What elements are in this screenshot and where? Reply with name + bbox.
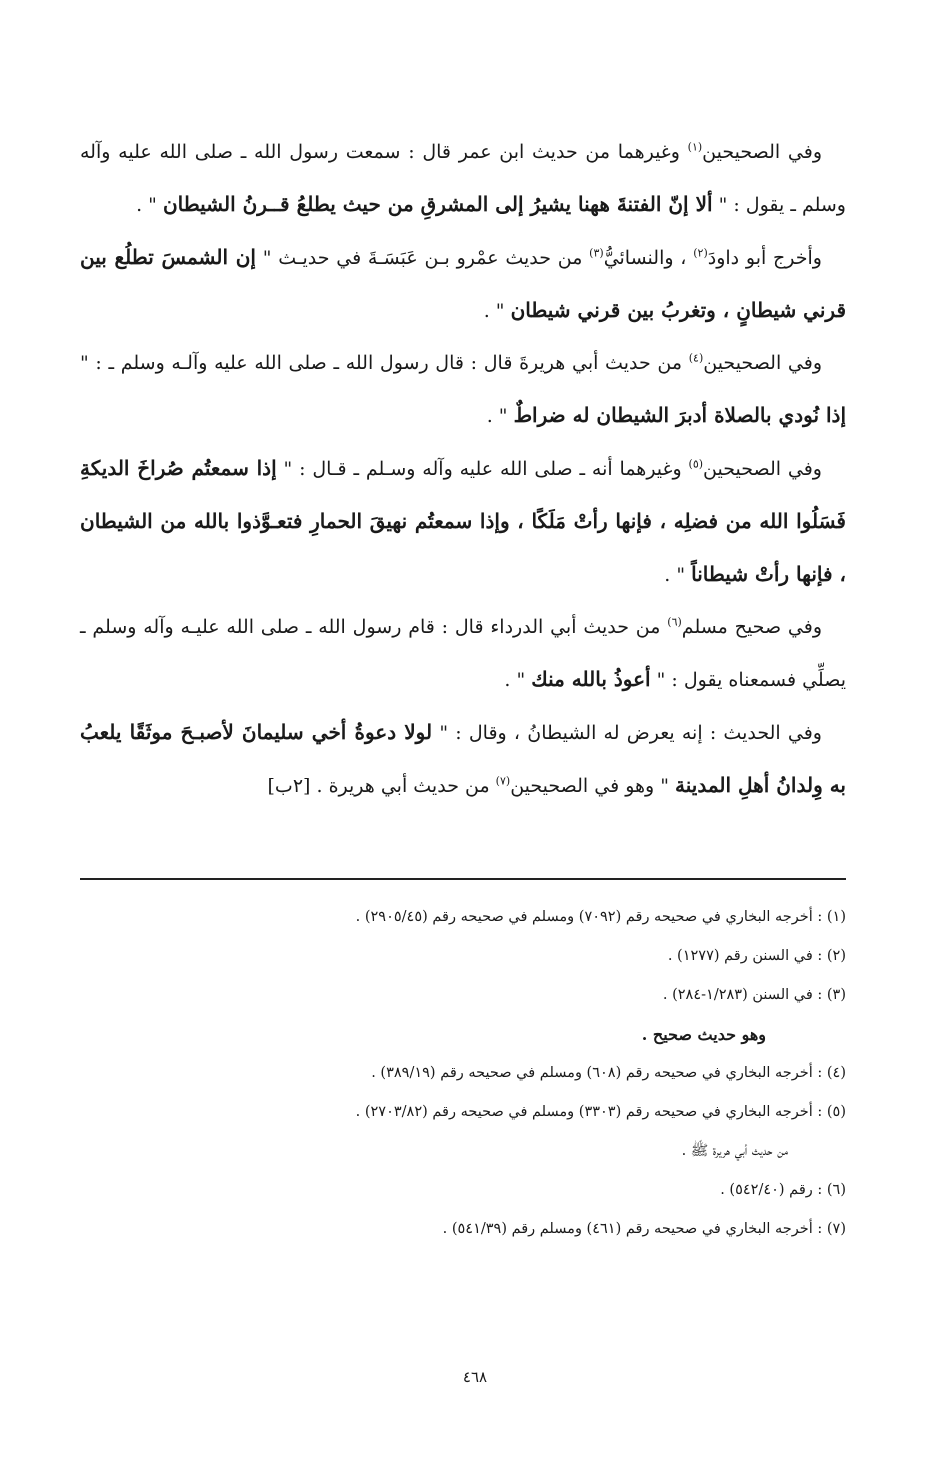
hadith-quote: إذا نُودي بالصلاة أدبرَ الشيطان له ضراطٌ xyxy=(513,403,846,427)
footnote-ref: (٣) xyxy=(589,246,604,260)
hadith-quote: أعوذُ بالله منك xyxy=(531,667,651,691)
footnote: (١) : أخرجه البخاري في صحيحه رقم (٧٠٩٢) ومسلم في صحيحه رقم (٢٩٠٥/٤٥) . xyxy=(355,909,846,925)
footnote-divider xyxy=(80,878,846,880)
footnote: (٣) : في السنن (١/٢٨٣-٢٨٤) . xyxy=(662,987,846,1003)
text-run: وفي الصحيحين xyxy=(703,352,823,374)
paragraph xyxy=(80,601,846,706)
footnote: (٢) : في السنن رقم (١٢٧٧) . xyxy=(667,948,846,964)
footnote-ref: (٥) xyxy=(688,457,704,471)
text-run: " . xyxy=(486,405,514,427)
text-run: وفي الصحيحين xyxy=(702,141,823,163)
footnote: (٥) : أخرجه البخاري في صحيحه رقم (٣٣٠٣) ومسلم في صحيحه رقم (٢٧٠٣/٨٢) . xyxy=(355,1104,846,1120)
text-run: " . xyxy=(504,669,532,691)
main-text xyxy=(80,126,846,812)
text-run: من حديث أبي هريرةَ قال : قال رسول الله ـ صلى الله عليه وآلـه وسلم ـ : " xyxy=(80,352,689,374)
footnote-ref: (٢) xyxy=(693,246,708,260)
footnote: من حديث أبي هريرة ﷺ . xyxy=(681,1143,788,1159)
paragraph xyxy=(80,442,846,601)
hadith-quote: ألا إنّ الفتنةَ ههنا يشيرُ إلى المشرقِ من حيث يطلعُ قــرنُ الشيطان xyxy=(162,192,713,216)
text-run: وفي الصحيحين xyxy=(703,458,822,480)
text-run: وفي الحديث : إنه يعرض له الشيطانُ ، وقال : " xyxy=(432,722,822,744)
text-run: من حديث أبي الدرداء قال : قام رسول الله ـ صلى الله عليـه وآله وسلم ـ يصلِّي فسمعناه يقول : " xyxy=(80,616,846,691)
footnote: (٧) : أخرجه البخاري في صحيحه رقم (٤٦١) ومسلم رقم (٥٤١/٣٩) . xyxy=(442,1221,846,1237)
text-run: " وهو في الصحيحين xyxy=(510,775,676,797)
hadith-quote: لولا دعوةُ أخي سليمانَ لأصبـحَ موثَقًا يلعبُ به وِلدانُ أهلِ المدينة xyxy=(80,720,846,797)
footnote-ref: (٦) xyxy=(667,615,682,629)
paragraph xyxy=(80,337,846,442)
paragraph xyxy=(80,706,846,812)
text-run: " . xyxy=(483,300,511,322)
footnote-ref: (٤) xyxy=(688,351,704,365)
text-run: من حديث أبي هريرة . [٢ب] xyxy=(267,775,496,797)
text-run: من حديث عمْرو بـن عَبَسَـةَ في حديـث " xyxy=(255,247,590,269)
paragraph xyxy=(80,126,846,231)
text-run: " . xyxy=(664,564,692,586)
paragraph xyxy=(80,231,846,337)
text-run: وغيرهما أنه ـ صلى الله عليه وآله وسـلم ـ قـال : " xyxy=(276,458,689,480)
text-run: وأخرج أبو داودَ xyxy=(707,247,822,269)
footnote: (٦) : رقم (٥٤٢/٤٠) . xyxy=(720,1182,846,1198)
hadith-quote: إن الشمسَ تطلُع بين قرني شيطانٍ ، وتغربُ بين قرني شيطان xyxy=(80,245,846,322)
hadith-quote: إذا سمعتُم صُراخَ الديكةِ فَسَلُوا الله من فضلِه ، فإنها رأتْ مَلَكًا ، وإذا سمعتُم نهيقَ الحمارِ فتعـوَّذوا بالله من الشيطان ، فإنها رأتْ شيطاناً xyxy=(80,456,846,586)
footnote-ref: (٧) xyxy=(495,774,511,788)
footnote: وهو حديث صحيح . xyxy=(641,1025,766,1044)
text-run: ، والنسائيُّ xyxy=(603,247,694,269)
text-run: وفي صحيح مسلم xyxy=(681,616,822,638)
page-number: ٤٦٨ xyxy=(462,1368,488,1386)
footnote-ref: (١) xyxy=(687,140,703,154)
text-run: " . xyxy=(136,194,163,216)
text-run: وغيرهما من حديث ابن عمر قال : سمعت رسول الله ـ صلى الله عليه وآله وسلم ـ يقول : " xyxy=(80,141,846,216)
footnote: (٤) : أخرجه البخاري في صحيحه رقم (٦٠٨) ومسلم في صحيحه رقم (٣٨٩/١٩) . xyxy=(371,1065,846,1081)
footnotes xyxy=(80,898,846,1249)
